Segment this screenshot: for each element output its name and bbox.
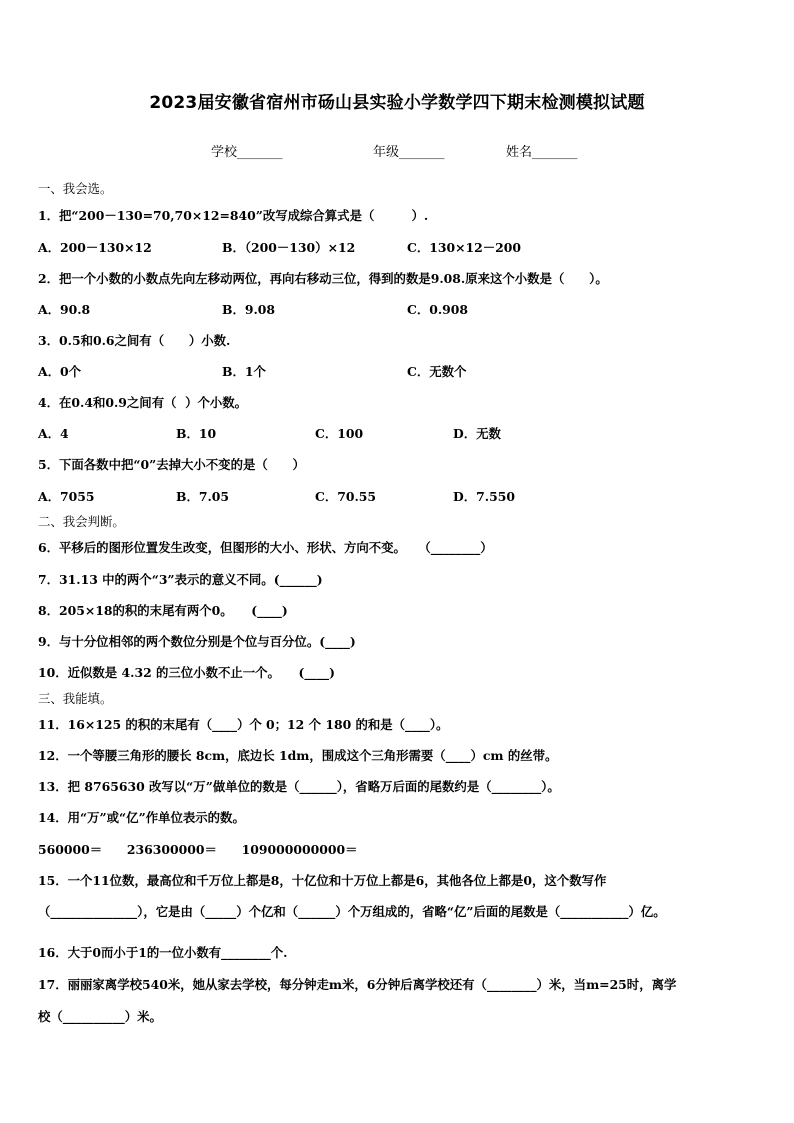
q4-option-b: B．10 — [176, 426, 217, 441]
q1-option-b: B．（200－130）×12 — [222, 240, 356, 255]
question-15-line-2: （______________），它是由（_____）个亿和（______）个万组成的，省略“亿”后面的尾数是（___________）亿。 — [38, 904, 666, 919]
question-11: 11．16×125 的积的末尾有（____）个 0；12 个 180 的和是（____）。 — [38, 717, 449, 732]
q2-option-c: C．0.908 — [407, 302, 469, 317]
question-12: 12．一个等腰三角形的腰长 8cm，底边长 1dm，围成这个三角形需要（____）cm 的丝带。 — [38, 748, 558, 763]
question-5: 5．下面各数中把“0”去掉大小不变的是（ ） — [38, 457, 305, 472]
q4-option-c: C．100 — [315, 426, 364, 441]
q4-option-d: D．无数 — [453, 426, 501, 441]
question-14-items: 560000＝ 236300000＝ 109000000000＝ — [38, 842, 358, 857]
q5-option-a: A．7055 — [38, 489, 95, 504]
q5-option-d: D．7.550 — [453, 489, 515, 504]
section-heading-choose: 一、我会选。 — [38, 181, 113, 196]
question-15-line-1: 15．一个11位数，最高位和千万位上都是8，十亿位和十万位上都是6，其他各位上都是0，这个数写作 — [38, 873, 607, 888]
question-2: 2．把一个小数的小数点先向左移动两位，再向右移动三位，得到的数是9.08.原来这个小数是（ ）。 — [38, 271, 608, 286]
question-8: 8．205×18的积的末尾有两个0。 (____) — [38, 603, 288, 618]
question-4: 4．在0.4和0.9之间有（ ）个小数。 — [38, 395, 248, 410]
question-14: 14．用“万”或“亿”作单位表示的数。 — [38, 810, 245, 825]
question-6: 6．平移后的图形位置发生改变，但图形的大小、形状、方向不变。 （________） — [38, 540, 493, 555]
school-field: 学校_______ — [211, 145, 283, 160]
question-3: 3．0.5和0.6之间有（ ）小数. — [38, 333, 231, 348]
page-title: 2023届安徽省宿州市砀山县实验小学数学四下期末检测模拟试题 — [149, 93, 645, 113]
q2-option-b: B．9.08 — [222, 302, 276, 317]
q3-option-c: C．无数个 — [407, 364, 467, 379]
section-heading-judge: 二、我会判断。 — [38, 514, 125, 529]
q1-option-c: C．130×12－200 — [407, 240, 521, 255]
q5-option-c: C．70.55 — [315, 489, 377, 504]
q5-option-b: B．7.05 — [176, 489, 230, 504]
section-heading-fill: 三、我能填。 — [38, 691, 113, 706]
question-13: 13．把 8765630 改写以“万”做单位的数是（______），省略万后面的尾数约是（________）。 — [38, 779, 560, 794]
question-17-line-2: 校（__________）米。 — [38, 1009, 162, 1024]
q2-option-a: A．90.8 — [38, 302, 91, 317]
question-10: 10．近似数是 4.32 的三位小数不止一个。 (____) — [38, 665, 335, 680]
q3-option-a: A．0个 — [38, 364, 82, 379]
question-9: 9．与十分位相邻的两个数位分别是个位与百分位。(____) — [38, 634, 356, 649]
name-field: 姓名_______ — [506, 145, 578, 160]
q4-option-a: A．4 — [38, 426, 69, 441]
grade-field: 年级_______ — [373, 145, 445, 160]
q3-option-b: B．1个 — [222, 364, 266, 379]
question-1: 1．把“200－130=70,70×12=840”改写成综合算式是（ ）. — [38, 208, 429, 223]
question-17-line-1: 17．丽丽家离学校540米，她从家去学校，每分钟走m米，6分钟后离学校还有（________）米，当m=25时，离学 — [38, 977, 677, 992]
q1-option-a: A．200－130×12 — [38, 240, 152, 255]
question-7: 7．31.13 中的两个“3”表示的意义不同。(______) — [38, 572, 323, 587]
question-16: 16．大于0而小于1的一位小数有________个. — [38, 945, 288, 960]
